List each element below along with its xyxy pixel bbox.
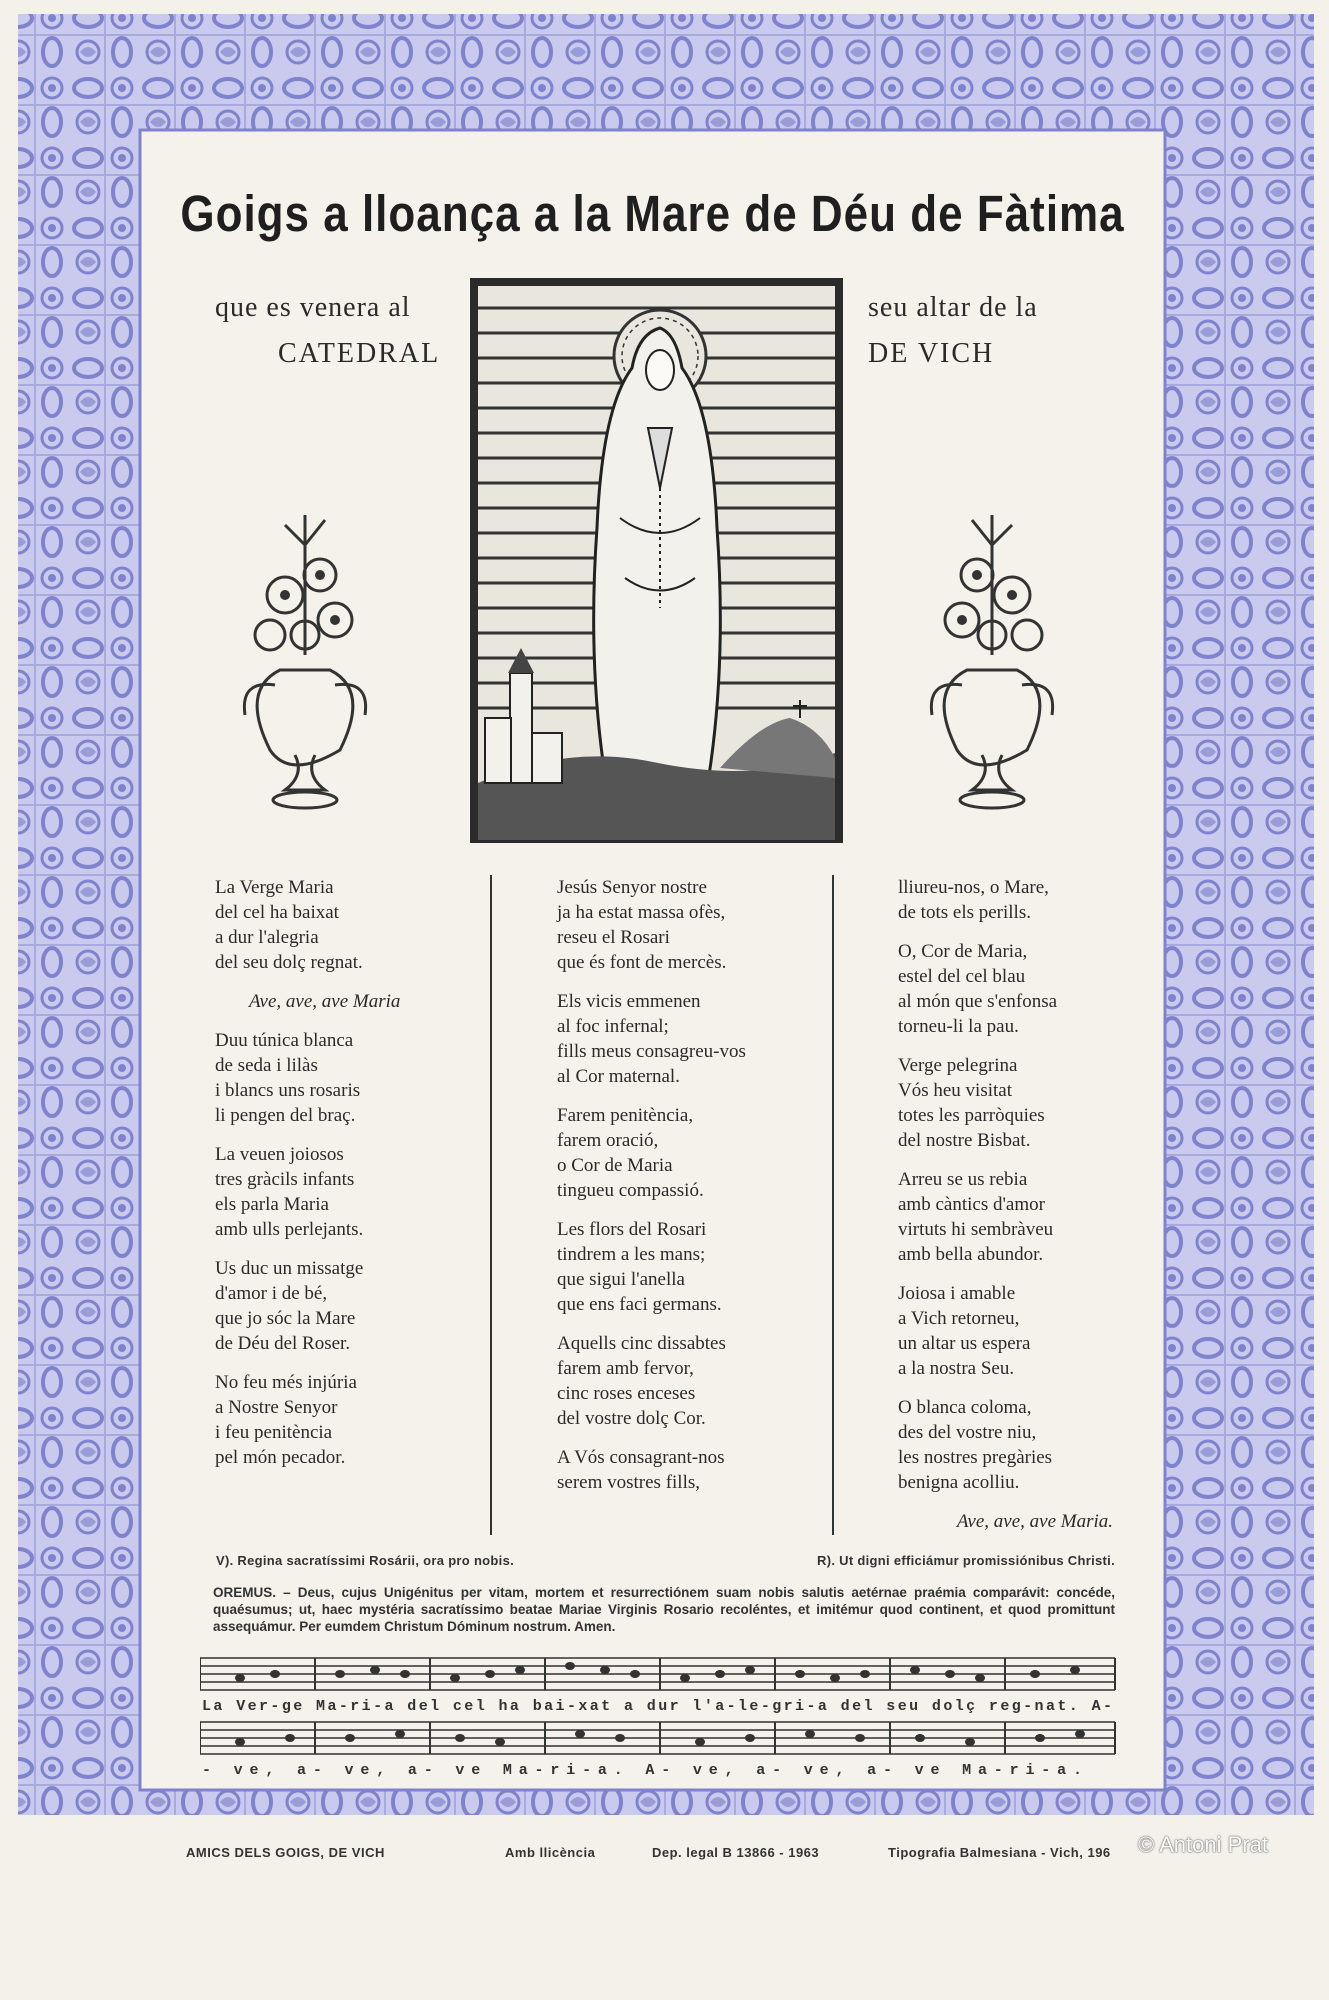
stanza [898,1053,1113,1153]
verse-line: cinc roses enceses [557,1383,696,1404]
music-score [200,1650,1120,1780]
verse-line: ja ha estat massa ofès, [557,902,726,923]
page-title: Goigs a lloança a la Mare de Déu de Fàtima [180,186,1125,243]
verse-line: fills meus consagreu-vos [557,1041,746,1062]
verse-line: estel del cel blau [898,966,1026,987]
verse-line: reseu el Rosari [557,927,670,948]
verse-line: Jesús Senyor nostre [557,877,707,898]
verse-line: a Nostre Senyor [215,1397,338,1418]
verse-line: serem vostres fills, [557,1472,701,1493]
stanza [557,1217,817,1317]
verse-line: un altar us espera [898,1333,1031,1354]
verse-line: al món que s'enfonsa [898,991,1058,1012]
verse-line: a Vich retorneu, [898,1308,1020,1329]
verse-line: amb ulls perlejants. [215,1219,364,1240]
verse-line: Duu túnica blanca [215,1030,354,1051]
verse-line: del nostre Bisbat. [898,1130,1031,1151]
verse-line: Les flors del Rosari [557,1219,707,1240]
verse-line: No feu més injúria [215,1372,357,1393]
verse-line: del cel ha baixat [215,902,339,923]
verse-line: tingueu compassió. [557,1180,704,1201]
verse-line: o Cor de Maria [557,1155,673,1176]
subtitle-right-line1: seu altar de la [868,292,1038,323]
verse-line: amb càntics d'amor [898,1194,1045,1215]
footer-legal-deposit: Dep. legal B 13866 - 1963 [652,1845,820,1860]
column-divider [490,875,492,1535]
verse-line: A Vós consagrant-nos [557,1447,725,1468]
verse-line: Us duc un missatge [215,1258,364,1279]
verse-line: Vós heu visitat [898,1080,1012,1101]
verse-line: i blancs uns rosaris [215,1080,361,1101]
stanza [215,1142,475,1242]
verse-line: que sigui l'anella [557,1269,685,1290]
verse-line: farem oració, [557,1130,659,1151]
flower-vase-right [912,505,1072,820]
verse-line: les nostres pregàries [898,1447,1053,1468]
verse-line: des del vostre niu, [898,1422,1037,1443]
stanza [898,1167,1113,1267]
verse-line: tres gràcils infants [215,1169,355,1190]
verse-line: d'amor i de bé, [215,1283,328,1304]
column-divider [832,875,834,1535]
stanza [898,1395,1113,1495]
stanza [215,1028,475,1128]
verse-line: a dur l'alegria [215,927,319,948]
stanza [898,939,1113,1039]
verse-line: farem amb fervor, [557,1358,694,1379]
verse-line: totes les parròquies [898,1105,1045,1126]
versicle: V). Regina sacratíssimi Rosárii, ora pro nobis. [216,1553,515,1568]
verse-line: Joiosa i amable [898,1283,1016,1304]
footer-publisher: AMICS DELS GOIGS, DE VICH [186,1845,385,1860]
verse-line: que ens faci germans. [557,1294,722,1315]
stanza [557,1103,817,1203]
virgin-of-fatima-woodcut [470,278,843,843]
verse-line: del vostre dolç Cor. [557,1408,706,1429]
verse-line: O blanca coloma, [898,1397,1032,1418]
stanza [215,875,475,975]
verse-line: La Verge Maria [215,877,334,898]
verse-line: de tots els perills. [898,902,1031,923]
stanza [898,1281,1113,1381]
verse-line: Verge pelegrina [898,1055,1018,1076]
verse-line: benigna acolliu. [898,1472,1020,1493]
subtitle-left-line1: que es venera al [215,292,411,323]
verse-column-2 [557,875,817,1509]
oremus-prayer: OREMUS. – Deus, cujus Unigénitus per vitam, mortem et resurrectiónem suam nobis salutis aetérnae praémia comparávit: concéde, quaésumus; ut, haec mystéria sacratíssimo beatae Mariae Virginis Rosario recoléntes, et imitémur quod continent, et quod promittunt assequámur. Per eumdem Christum Dóminum nostrum. Amen. [213,1585,1115,1634]
verse-line: els parla Maria [215,1194,329,1215]
stanza [557,1445,817,1495]
verse-line: li pengen del braç. [215,1105,356,1126]
verse-line: lliureu-nos, o Mare, [898,877,1049,898]
refrain: Ave, ave, ave Maria. [956,1511,1113,1532]
flower-vase-left [225,505,385,820]
footer-license: Amb llicència [505,1845,596,1860]
verse-line: Farem penitència, [557,1105,694,1126]
verse-line: al Cor maternal. [557,1066,680,1087]
footer-printer: Tipografia Balmesiana - Vich, 196 [888,1845,1111,1860]
copyright-watermark: © Antoni Prat [1138,1832,1268,1857]
stanza [557,989,817,1089]
verse-line: i feu penitència [215,1422,333,1443]
verse-column-3 [898,875,1113,1548]
verse-line: que jo sóc la Mare [215,1308,356,1329]
subtitle-left-line2: CATEDRAL [278,338,441,369]
verse-line: de seda i lilàs [215,1055,318,1076]
lyrics-line-1: La Ver-ge Ma-ri-a del cel ha bai-xat a dur l'a-le-gri-a del seu dolç reg-nat. A- [202,1698,1112,1715]
verse-line: de Déu del Roser. [215,1333,351,1354]
verse-line: torneu-li la pau. [898,1016,1019,1037]
verse-line: pel món pecador. [215,1447,346,1468]
response: R). Ut digni efficiámur promissiónibus Christi. [817,1553,1115,1568]
verse-line: Arreu se us rebia [898,1169,1028,1190]
stanza [215,1256,475,1356]
verse-line: al foc infernal; [557,1016,669,1037]
subtitle-right-line2: DE VICH [868,338,995,369]
verse-line: amb bella abundor. [898,1244,1044,1265]
stanza [557,875,817,975]
stanza [898,875,1113,925]
refrain: Ave, ave, ave Maria [249,991,401,1012]
verse-line: Els vicis emmenen [557,991,701,1012]
verse-line: O, Cor de Maria, [898,941,1028,962]
verse-line: del seu dolç regnat. [215,952,363,973]
verse-line: que és font de mercès. [557,952,727,973]
verse-line: La veuen joiosos [215,1144,344,1165]
stanza [215,1370,475,1470]
verse-line: virtuts hi sembràveu [898,1219,1054,1240]
verse-line: tindrem a les mans; [557,1244,706,1265]
verse-line: a la nostra Seu. [898,1358,1015,1379]
verse-line: Aquells cinc dissabtes [557,1333,726,1354]
lyrics-line-2: - ve, a- ve, a- ve Ma-ri-a. A- ve, a- ve, a- ve Ma-ri-a. [202,1762,1083,1779]
verse-column-1 [215,875,475,1484]
stanza [557,1331,817,1431]
